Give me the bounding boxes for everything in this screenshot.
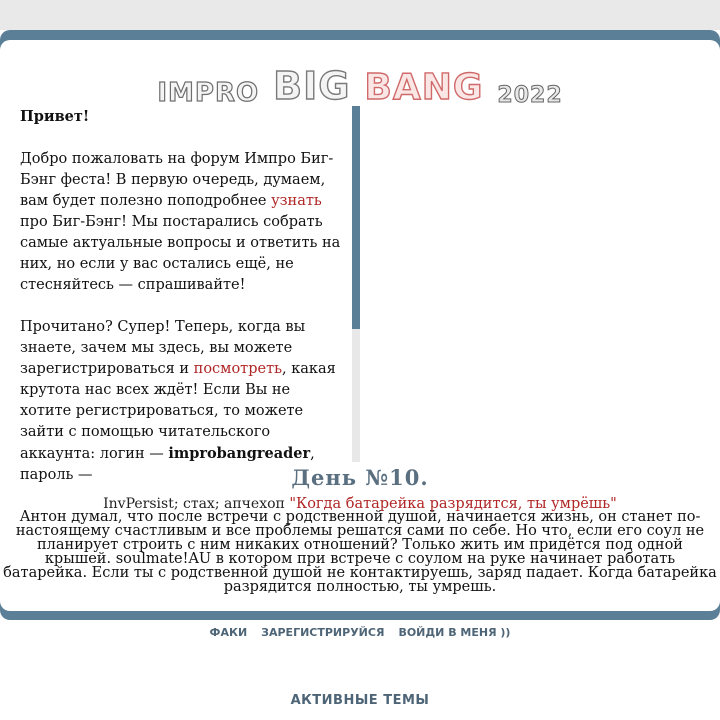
welcome-p2-text: Прочитано? Супер! Теперь, когда вы знаете, зачем мы здесь, вы можете зарегистрироваться и bbox=[20, 319, 306, 377]
logo-bang: BANG bbox=[364, 67, 484, 108]
fic-title-link[interactable]: "Когда батарейка разрядится, ты умрёшь" bbox=[289, 496, 617, 512]
logo-big: BIG bbox=[273, 64, 351, 108]
nav-faq[interactable]: ФАКИ bbox=[209, 626, 248, 639]
look-link[interactable]: посмотреть bbox=[193, 361, 282, 377]
welcome-scrollbar-thumb[interactable] bbox=[352, 106, 360, 329]
logo-impro: IMPRO bbox=[157, 78, 260, 108]
nav-login[interactable]: ВОЙДИ В МЕНЯ )) bbox=[398, 626, 511, 639]
top-strip bbox=[0, 0, 720, 30]
welcome-scrollbar[interactable] bbox=[352, 106, 360, 462]
learn-more-link[interactable]: узнать bbox=[271, 193, 322, 209]
logo-year: 2022 bbox=[497, 83, 563, 108]
fic-summary: Антон думал, что после встречи с родственной душой, начинается жизнь, он станет по-настоящему счастливым и все проблемы решатся сами по себе. Но что, если его соул не планирует строить с ним никаких отношений? Только жить им придётся под одной крышей. soulmate!AU в котором при встрече с соулом на руке начинает работать батарейка. Если ты с родственной душой не контактируешь, заряд падает. Когда батарейка разрядится полностью, ты умрешь. bbox=[3, 509, 717, 595]
welcome-p2-text-end: , пароль — bbox=[20, 446, 315, 483]
bottom-nav bbox=[0, 626, 720, 639]
site-logo[interactable] bbox=[0, 64, 720, 108]
welcome-p1-text-end: про Биг-Бэнг! Мы постарались собрать самые актуальные вопросы и ответить на них, но если у вас остались ещё, не стесняйтесь — спрашивайте! bbox=[20, 214, 341, 293]
welcome-p1-text: Добро пожаловать на форум Импро Биг-Бэнг феста! В первую очередь, думаем, вам будет полезно поподробнее bbox=[20, 151, 334, 209]
welcome-paragraph-2 bbox=[20, 317, 342, 486]
fic-meta: InvPersist; стах; апчехоп bbox=[103, 496, 290, 512]
active-topics-heading[interactable]: АКТИВНЫЕ ТЕМЫ bbox=[290, 693, 430, 708]
reader-login: improbangreader bbox=[168, 445, 311, 462]
welcome-greeting: Привет! bbox=[20, 108, 90, 125]
day-title: День №10. bbox=[291, 465, 429, 490]
welcome-text-box[interactable] bbox=[20, 106, 342, 483]
nav-register[interactable]: ЗАРЕГИСТРИРУЙСЯ bbox=[261, 626, 385, 639]
welcome-paragraph-1 bbox=[20, 149, 342, 296]
welcome-p2-text-mid: , какая крутота нас всех ждёт! Если Вы не хотите регистрироваться, то можете зайти с помощью читательского аккаунта: логин — bbox=[20, 361, 336, 462]
